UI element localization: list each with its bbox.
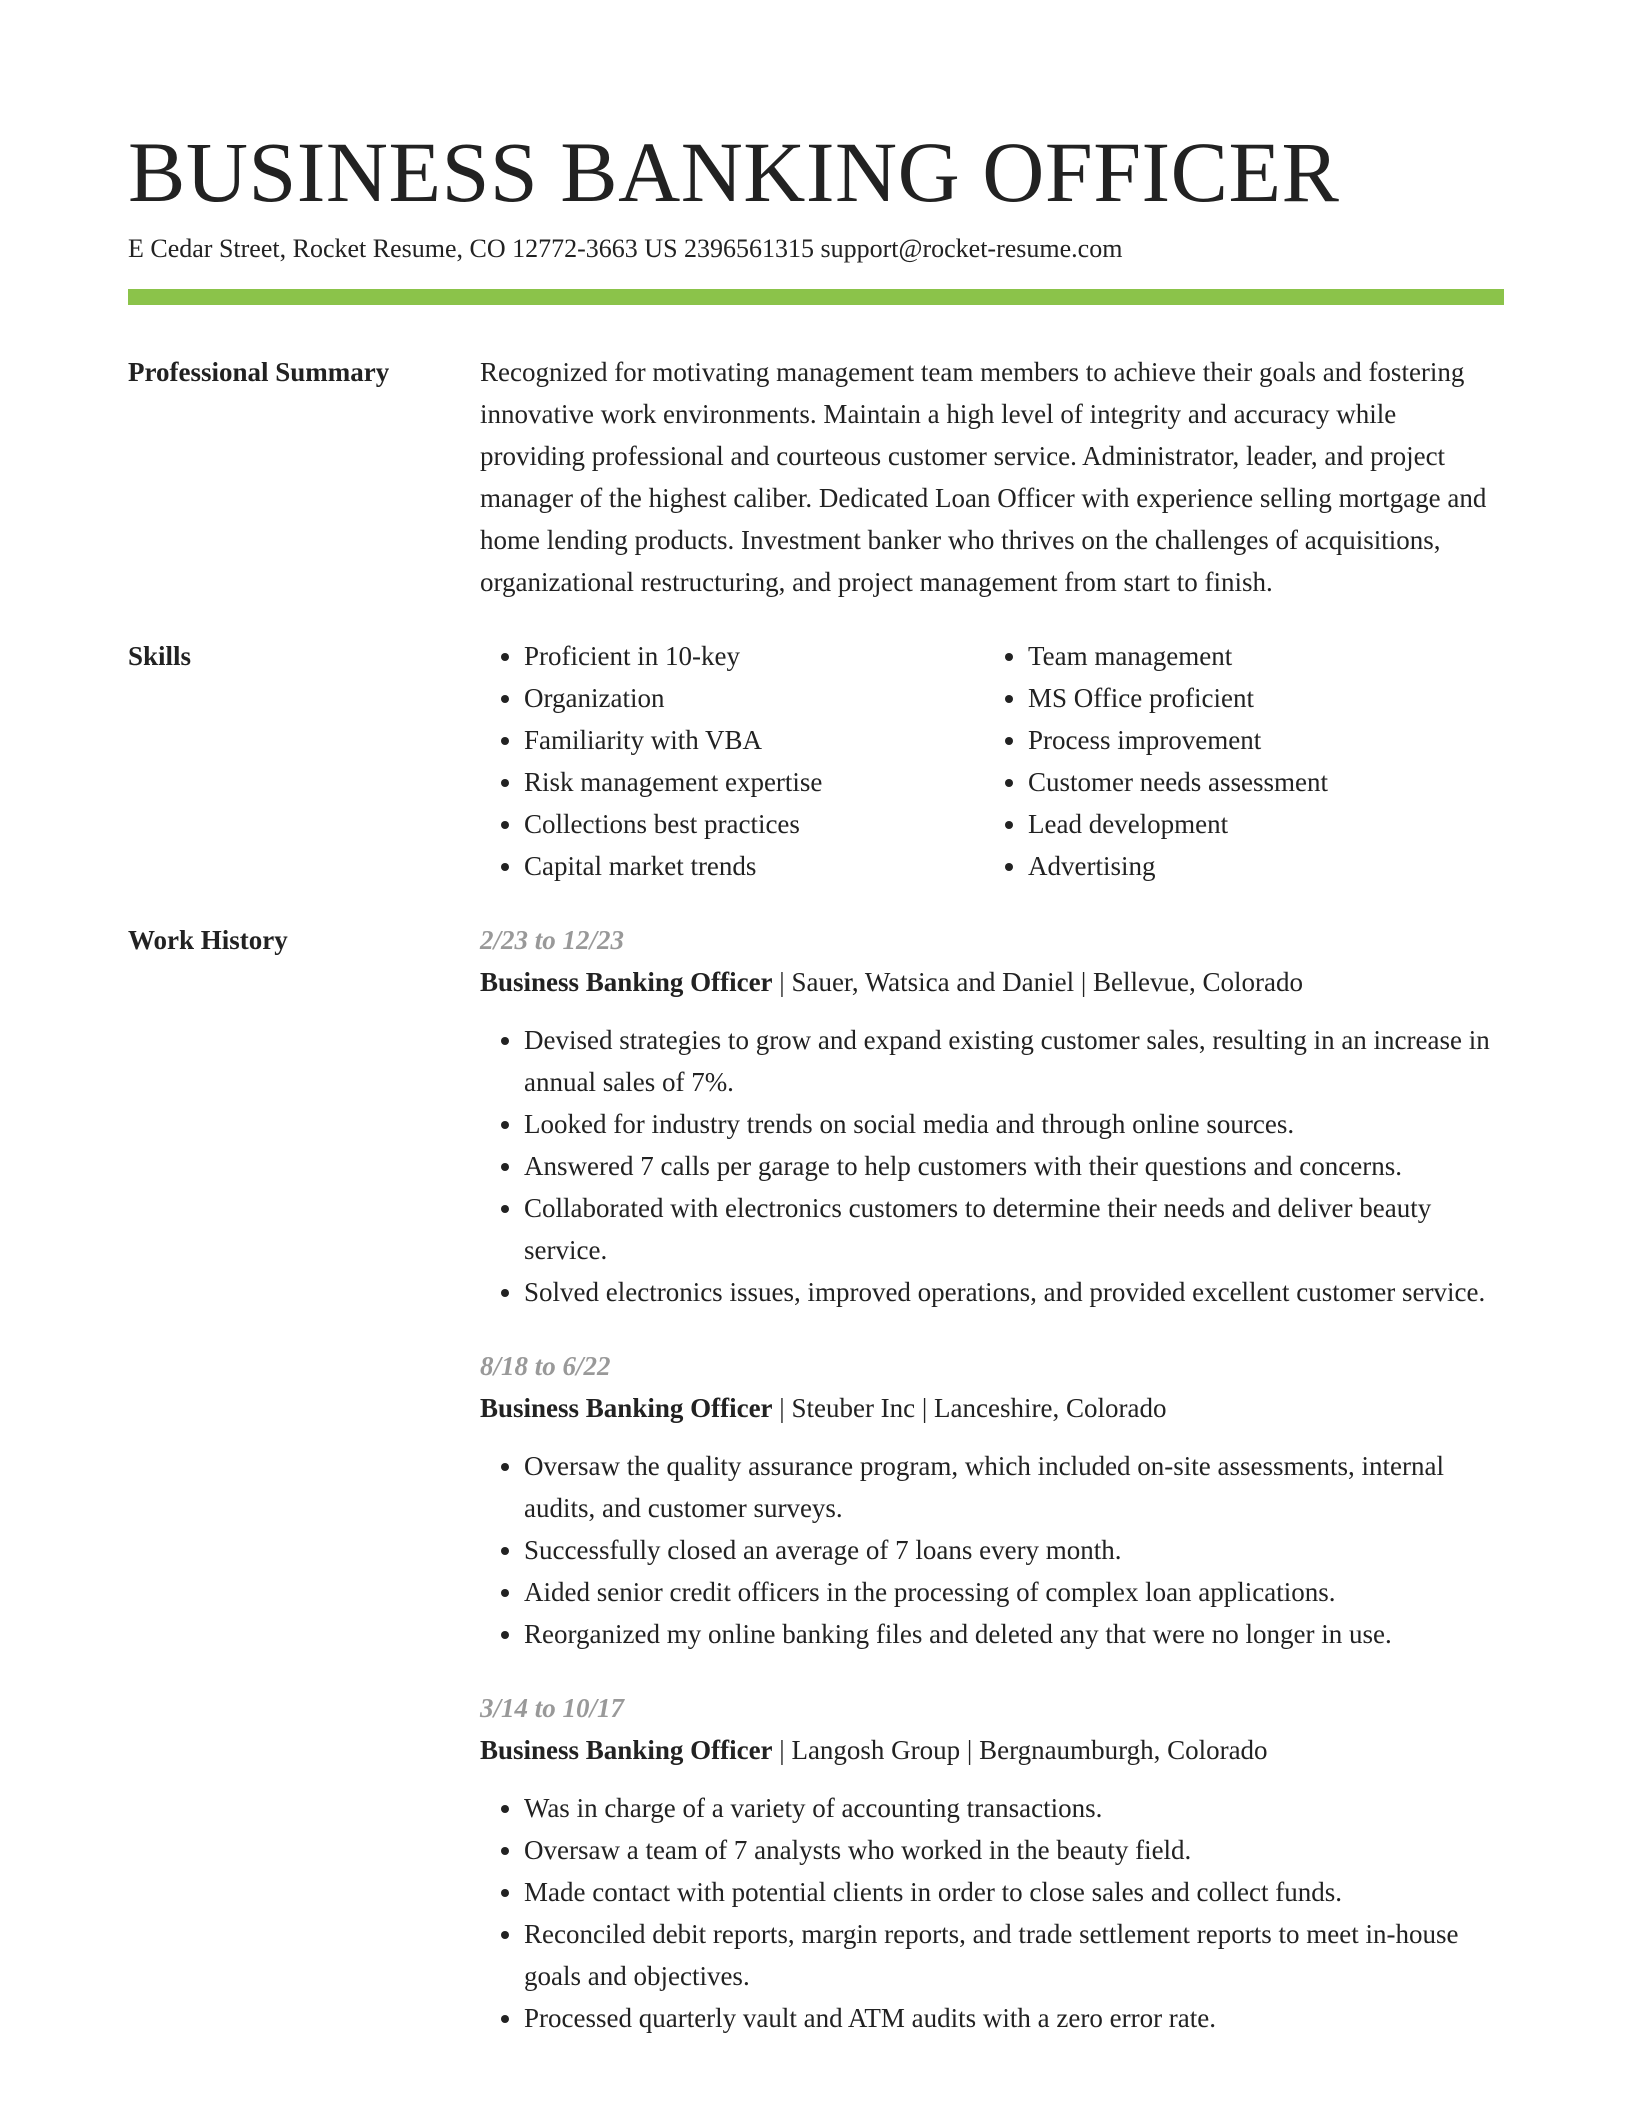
summary-section: [128, 351, 1504, 603]
job-bullet: • Oversaw the quality assurance program, which included on-site assessments, internal audits, and customer surveys.: [524, 1445, 1504, 1529]
job-title: Business Banking Officer: [480, 967, 773, 997]
job-heading: [480, 1387, 1504, 1429]
job-bullet: • Looked for industry trends on social media and through online sources.: [524, 1103, 1504, 1145]
job-entry: [480, 919, 1504, 1313]
skill-item: • Risk management expertise: [524, 761, 984, 803]
job-bullet: • Aided senior credit officers in the processing of complex loan applications.: [524, 1571, 1504, 1613]
skills-grid: [480, 635, 1504, 887]
job-title: Business Banking Officer: [480, 1735, 773, 1765]
skills-heading: Skills: [128, 641, 192, 671]
job-details: | Langosh Group | Bergnaumburgh, Colorado: [772, 1735, 1268, 1765]
job-bullet: • Collaborated with electronics customers to determine their needs and deliver beauty service.: [524, 1187, 1504, 1271]
contact-info: E Cedar Street, Rocket Resume, CO 12772-3663 US 2396561315 support@rocket-resume.com: [128, 234, 1123, 263]
skills-list-right: [984, 635, 1488, 887]
job-bullet-list: [480, 1445, 1504, 1655]
job-bullet-list: [480, 1019, 1504, 1313]
summary-body: [480, 351, 1504, 603]
work-history-heading: Work History: [128, 925, 288, 955]
job-bullet: • Made contact with potential clients in order to close sales and collect funds.: [524, 1871, 1504, 1913]
work-history-body: [480, 919, 1504, 2071]
skills-list-left: [480, 635, 984, 887]
resume-page: [128, 0, 1504, 2071]
job-heading: [480, 1729, 1504, 1771]
job-bullet: • Oversaw a team of 7 analysts who worked in the beauty field.: [524, 1829, 1504, 1871]
job-bullet: • Successfully closed an average of 7 loans every month.: [524, 1529, 1504, 1571]
job-dates: 2/23 to 12/23: [480, 925, 625, 955]
skill-item: • Advertising: [1028, 845, 1488, 887]
job-dates: 3/14 to 10/17: [480, 1693, 625, 1723]
skill-item: • Capital market trends: [524, 845, 984, 887]
skill-item: • Proficient in 10-key: [524, 635, 984, 677]
skills-body: [480, 635, 1504, 887]
summary-text: Recognized for motivating management team members to achieve their goals and fostering innovative work environments. Maintain a high level of integrity and accuracy while providing professional and courteous customer service. Administrator, leader, and project manager of the highest caliber. Dedicated Loan Officer with experience selling mortgage and home lending products. Investment banker who thrives on the challenges of acquisitions, organizational restructuring, and project management from start to finish.: [480, 357, 1487, 597]
job-bullet: • Reorganized my online banking files and deleted any that were no longer in use.: [524, 1613, 1504, 1655]
job-heading: [480, 961, 1504, 1003]
job-bullet: • Reconciled debit reports, margin reports, and trade settlement reports to meet in-house goals and objectives.: [524, 1913, 1504, 1997]
job-entry: [480, 1687, 1504, 2039]
skill-item: • Familiarity with VBA: [524, 719, 984, 761]
job-dates: 8/18 to 6/22: [480, 1351, 611, 1381]
job-details: | Sauer, Watsica and Daniel | Bellevue, Colorado: [772, 967, 1303, 997]
skill-item: • Collections best practices: [524, 803, 984, 845]
summary-heading: Professional Summary: [128, 357, 390, 387]
skill-item: • Organization: [524, 677, 984, 719]
accent-divider: [128, 289, 1504, 305]
job-bullet: • Answered 7 calls per garage to help customers with their questions and concerns.: [524, 1145, 1504, 1187]
skill-item: • Process improvement: [1028, 719, 1488, 761]
job-title: Business Banking Officer: [480, 1393, 773, 1423]
job-bullet: • Devised strategies to grow and expand existing customer sales, resulting in an increase in annual sales of 7%.: [524, 1019, 1504, 1103]
resume-name: BUSINESS BANKING OFFICER: [128, 124, 1340, 220]
work-history-section: [128, 919, 1504, 2071]
job-bullet: • Processed quarterly vault and ATM audits with a zero error rate.: [524, 1997, 1504, 2039]
job-entry: [480, 1345, 1504, 1655]
skills-section: [128, 635, 1504, 887]
skill-item: • MS Office proficient: [1028, 677, 1488, 719]
job-details: | Steuber Inc | Lanceshire, Colorado: [772, 1393, 1167, 1423]
skill-item: • Customer needs assessment: [1028, 761, 1488, 803]
skill-item: • Lead development: [1028, 803, 1488, 845]
job-bullet-list: [480, 1787, 1504, 2039]
skill-item: • Team management: [1028, 635, 1488, 677]
job-bullet: • Was in charge of a variety of accounting transactions.: [524, 1787, 1504, 1829]
job-bullet: • Solved electronics issues, improved operations, and provided excellent customer service.: [524, 1271, 1504, 1313]
